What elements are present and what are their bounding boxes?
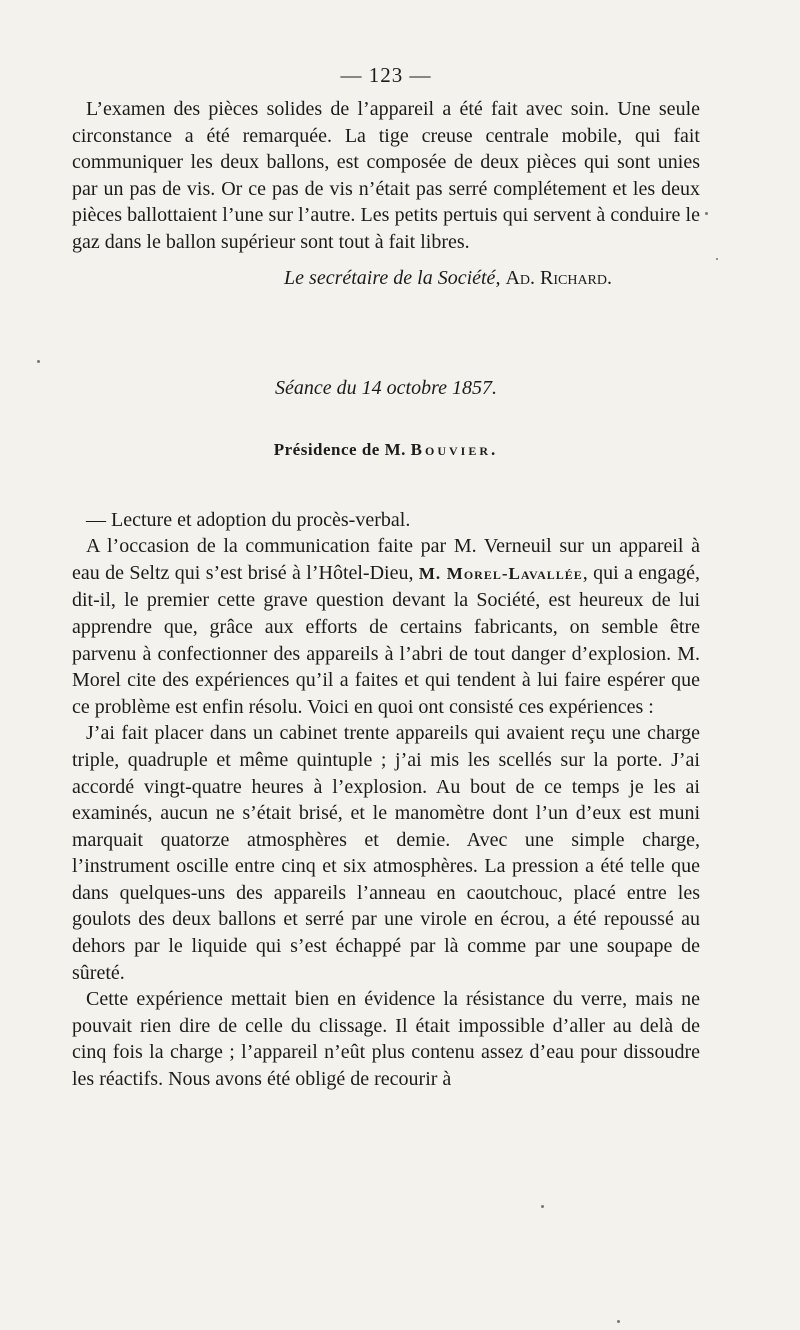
- paper-speck: [705, 212, 708, 215]
- paragraph-morel-before: A l’occasion de la communication faite par M. Verneuil sur un appareil à eau de Seltz qui s’est brisé à l’Hôtel-Dieu,: [72, 535, 700, 584]
- signature-line: [72, 265, 700, 291]
- paragraph-morel-lavallee: [72, 533, 700, 720]
- president-name: Bouvier.: [410, 439, 499, 459]
- signature-name: Ad. Richard.: [505, 266, 612, 289]
- paper-speck: [617, 1320, 620, 1323]
- paper-speck: [716, 258, 718, 260]
- session-heading: Séance du 14 octobre 1857.: [275, 376, 497, 399]
- paper-speck: [541, 1205, 544, 1208]
- paper-speck: [37, 360, 40, 363]
- paragraph-examen: L’examen des pièces solides de l’appareil a été fait avec soin. Une seule circonstance a été remarquée. La tige creuse centrale mobile, qui fait communiquer les deux ballons, est composée de deux pièces qui sont unies par un pas de vis. Or ce pas de vis n’était pas serré complétement et les deux pièces ballottaient l’une sur l’autre. Les petits pertuis qui servent à conduire le gaz dans le ballon supérieur sont tout à fait libres.: [72, 98, 700, 253]
- page-number: — 123 —: [340, 63, 432, 87]
- paragraph-proces-verbal: — Lecture et adoption du procès-verbal.: [86, 508, 411, 531]
- paragraph-resistance: Cette expérience mettait bien en évidence la résistance du verre, mais ne pouvait rien dire de celle du clissage. Il était impossible d’aller au delà de cinq fois la charge ; l’appareil n’eût plus contenu assez d’eau pour dissoudre les réactifs. Nous avons été obligé de recourir à: [72, 988, 700, 1091]
- paragraph-experiences: J’ai fait placer dans un cabinet trente appareils qui avaient reçu une charge triple, quadruple et même quintuple ; j’ai mis les scellés sur la porte. J’ai accordé vingt-quatre heures à l’explosion. Au bout de ce temps je les ai examinés, aucun ne s’était brisé, et le manomètre dont l’un d’eux est muni marquait quatorze atmosphères et demie. Avec une simple charge, l’instrument oscille entre cinq et six atmosphères. La pression a été telle que dans quelques-uns des appareils l’anneau en caoutchouc, placé entre les goulots des deux ballons et serré par une virole en écrou, a été repoussé au dehors par le liquide qui s’est échappé par là comme par une soupape de sûreté.: [72, 722, 700, 984]
- presidency-heading: [72, 437, 700, 463]
- book-page: [72, 62, 700, 1093]
- signature-role: Le secrétaire de la Société,: [284, 266, 501, 289]
- speaker-name: M. Morel-Lavallée: [418, 563, 583, 583]
- presidency-label: Présidence de M.: [273, 439, 406, 459]
- paragraph-morel-after: , qui a engagé, dit-il, le premier cette grave question devant la Société, est heureux de lui apprendre que, grâce aux efforts de certains fabricants, on semble être parvenu à confectionner des appareils à l’abri de tout danger d’explosion. M. Morel cite des expériences qu’il a faites et qui tendent à lui faire espérer que ce problème est enfin résolu. Voici en quoi ont consisté ces expériences :: [72, 561, 700, 718]
